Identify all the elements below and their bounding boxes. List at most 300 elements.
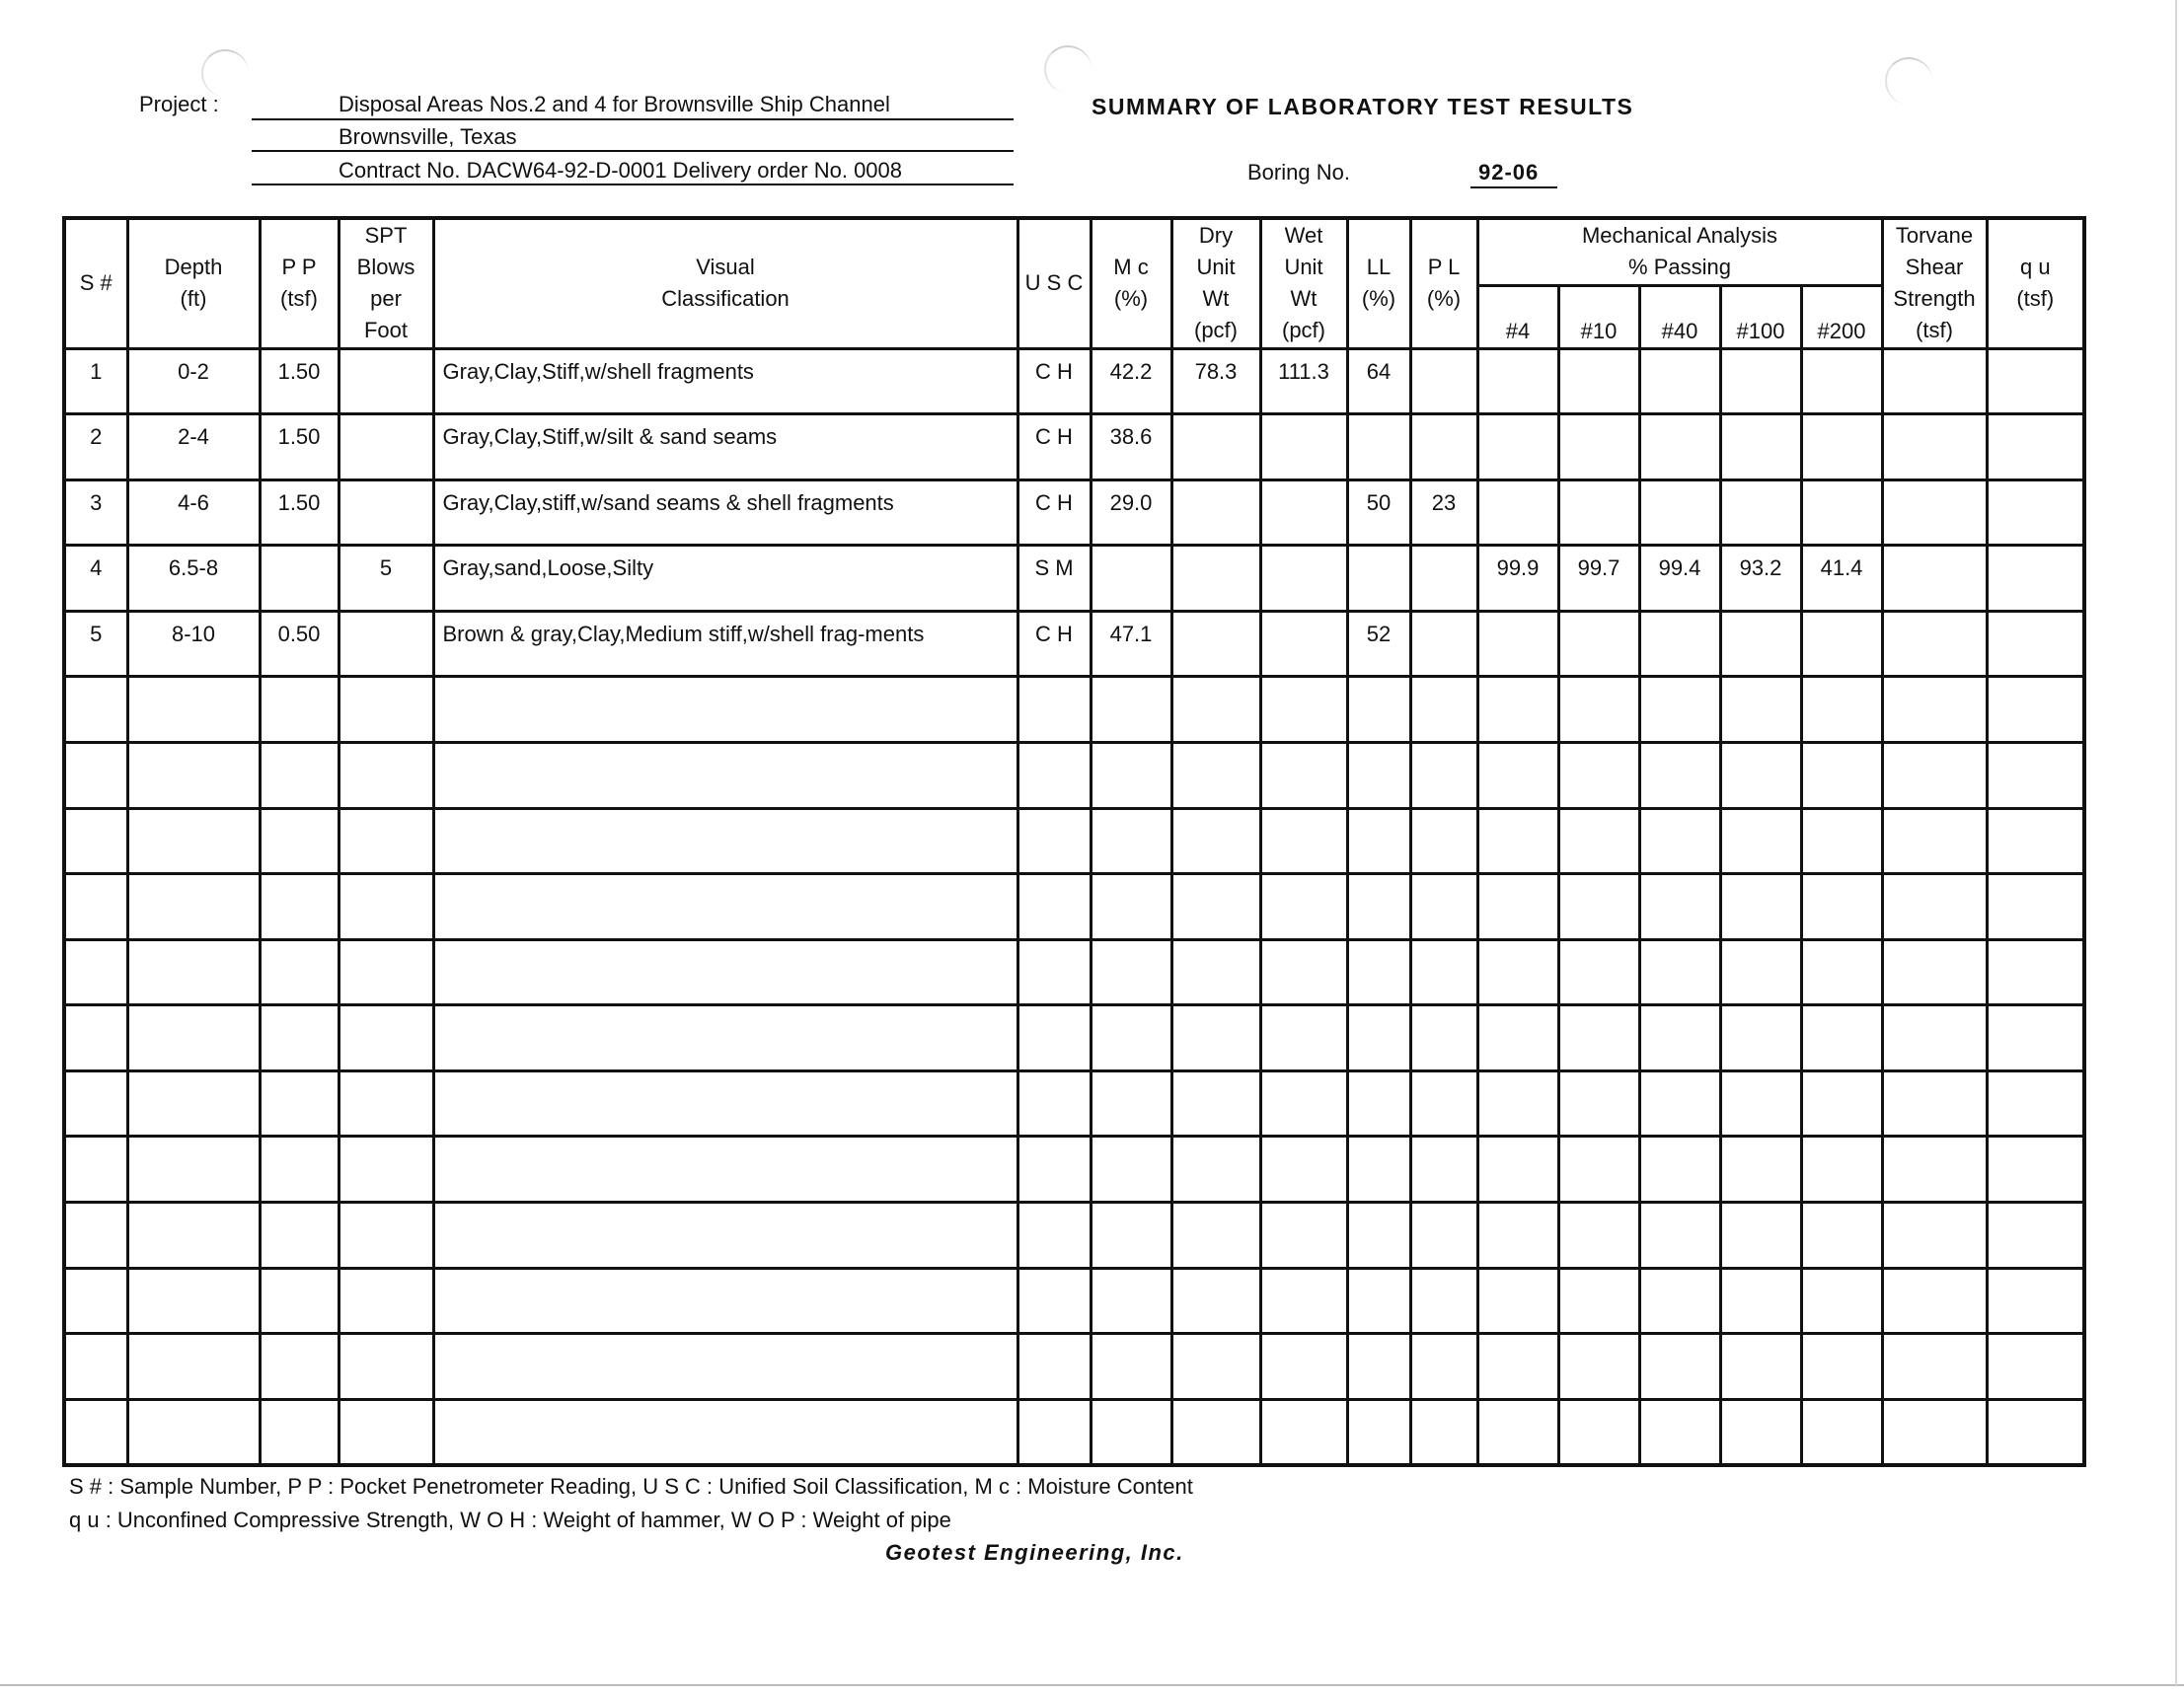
cell-spt: 5 — [339, 546, 433, 612]
cell-cls — [433, 874, 1017, 940]
cell-s4 — [1477, 874, 1558, 940]
cell-wet — [1260, 1137, 1347, 1203]
cell-pl — [1410, 1203, 1477, 1269]
cell-depth: 6.5-8 — [127, 546, 260, 612]
table-row — [64, 348, 2084, 414]
col-mechanical-analysis: Mechanical Analysis % Passing — [1477, 218, 1882, 285]
cell-s4 — [1477, 1005, 1558, 1071]
cell-pl — [1410, 546, 1477, 612]
cell-s4: 99.9 — [1477, 546, 1558, 612]
cell-wet — [1260, 874, 1347, 940]
table-body — [64, 348, 2084, 1465]
cell-wet — [1260, 1334, 1347, 1400]
cell-torvane — [1882, 677, 1987, 743]
cell-spt — [339, 1334, 433, 1400]
cell-qu — [1987, 1203, 2084, 1269]
cell-cls: Gray,Clay,Stiff,w/silt & sand seams — [433, 414, 1017, 480]
cell-pp — [260, 1268, 339, 1334]
table-row — [64, 939, 2084, 1005]
cell-pp — [260, 1137, 339, 1203]
cell-wet — [1260, 611, 1347, 677]
cell-s100 — [1720, 1203, 1801, 1269]
table-row — [64, 1268, 2084, 1334]
project-label: Project : — [139, 92, 219, 116]
cell-s100 — [1720, 414, 1801, 480]
cell-wet — [1260, 1268, 1347, 1334]
cell-usc — [1017, 808, 1091, 874]
cell-spt — [339, 1399, 433, 1465]
col-qu: q u (tsf) — [1987, 218, 2084, 348]
cell-dry — [1171, 414, 1260, 480]
cell-s100 — [1720, 1334, 1801, 1400]
cell-s — [64, 1203, 127, 1269]
cell-s4 — [1477, 1203, 1558, 1269]
cell-spt — [339, 1070, 433, 1137]
cell-torvane — [1882, 742, 1987, 808]
cell-dry — [1171, 611, 1260, 677]
cell-spt — [339, 677, 433, 743]
cell-s200 — [1801, 874, 1882, 940]
cell-mc — [1091, 1070, 1171, 1137]
cell-wet — [1260, 1399, 1347, 1465]
cell-s4 — [1477, 414, 1558, 480]
cell-ll — [1347, 874, 1410, 940]
cell-s — [64, 1334, 127, 1400]
cell-wet — [1260, 1203, 1347, 1269]
cell-qu — [1987, 677, 2084, 743]
cell-depth: 0-2 — [127, 348, 260, 414]
cell-usc: C H — [1017, 348, 1091, 414]
cell-s40 — [1639, 874, 1720, 940]
cell-qu — [1987, 808, 2084, 874]
cell-cls: Brown & gray,Clay,Medium stiff,w/shell frag-ments — [433, 611, 1017, 677]
cell-dry — [1171, 1334, 1260, 1400]
legend-line-2: q u : Unconfined Compressive Strength, W O H : Weight of hammer, W O P : Weight of pipe — [69, 1508, 951, 1532]
cell-ll: 50 — [1347, 479, 1410, 546]
cell-cls: Gray,Clay,Stiff,w/shell fragments — [433, 348, 1017, 414]
project-underline-2 — [252, 150, 1014, 152]
cell-dry — [1171, 1399, 1260, 1465]
cell-spt — [339, 1137, 433, 1203]
col-dry-unit-wt: Dry Unit Wt (pcf) — [1171, 218, 1260, 348]
cell-s100 — [1720, 1268, 1801, 1334]
cell-dry — [1171, 677, 1260, 743]
cell-usc — [1017, 1334, 1091, 1400]
cell-pl — [1410, 1137, 1477, 1203]
table-row — [64, 1137, 2084, 1203]
col-mc: M c (%) — [1091, 218, 1171, 348]
cell-s — [64, 1137, 127, 1203]
cell-cls: Gray,Clay,stiff,w/sand seams & shell fragments — [433, 479, 1017, 546]
cell-usc — [1017, 1137, 1091, 1203]
project-name: Disposal Areas Nos.2 and 4 for Brownsville Ship Channel — [339, 92, 890, 116]
table-row — [64, 479, 2084, 546]
cell-dry — [1171, 479, 1260, 546]
cell-qu — [1987, 939, 2084, 1005]
cell-pp — [260, 808, 339, 874]
cell-cls — [433, 742, 1017, 808]
cell-usc — [1017, 1399, 1091, 1465]
cell-pl — [1410, 1268, 1477, 1334]
col-usc: U S C — [1017, 218, 1091, 348]
cell-pp — [260, 546, 339, 612]
cell-torvane — [1882, 939, 1987, 1005]
cell-cls — [433, 1070, 1017, 1137]
cell-s200 — [1801, 1137, 1882, 1203]
cell-dry — [1171, 1070, 1260, 1137]
cell-qu — [1987, 1334, 2084, 1400]
cell-s4 — [1477, 479, 1558, 546]
cell-ll — [1347, 414, 1410, 480]
cell-pl — [1410, 348, 1477, 414]
cell-mc — [1091, 1203, 1171, 1269]
table-row — [64, 1070, 2084, 1137]
cell-ll — [1347, 808, 1410, 874]
cell-mc — [1091, 874, 1171, 940]
col-sample-number: S # — [64, 218, 127, 348]
cell-usc — [1017, 742, 1091, 808]
cell-s100 — [1720, 479, 1801, 546]
cell-s200 — [1801, 1070, 1882, 1137]
legend-line-1: S # : Sample Number, P P : Pocket Penetrometer Reading, U S C : Unified Soil Classification, M c : Moisture Content — [69, 1474, 1193, 1499]
cell-mc: 29.0 — [1091, 479, 1171, 546]
cell-ll — [1347, 677, 1410, 743]
cell-ll — [1347, 1005, 1410, 1071]
table-row — [64, 874, 2084, 940]
boring-label: Boring No. — [1247, 160, 1350, 184]
cell-mc — [1091, 939, 1171, 1005]
cell-mc — [1091, 546, 1171, 612]
cell-s200 — [1801, 611, 1882, 677]
cell-depth — [127, 1399, 260, 1465]
cell-s100 — [1720, 874, 1801, 940]
cell-s10 — [1558, 677, 1639, 743]
contract-line: Contract No. DACW64-92-D-0001 Delivery order No. 0008 — [339, 158, 903, 183]
cell-qu — [1987, 414, 2084, 480]
cell-pl — [1410, 1334, 1477, 1400]
page-edge-bottom — [0, 1684, 2184, 1686]
cell-spt — [339, 939, 433, 1005]
cell-s40 — [1639, 1334, 1720, 1400]
cell-s40 — [1639, 1137, 1720, 1203]
cell-cls: Gray,sand,Loose,Silty — [433, 546, 1017, 612]
cell-torvane — [1882, 1203, 1987, 1269]
cell-spt — [339, 348, 433, 414]
cell-s100 — [1720, 742, 1801, 808]
cell-s100 — [1720, 939, 1801, 1005]
cell-pl — [1410, 742, 1477, 808]
cell-ll — [1347, 1399, 1410, 1465]
table-row — [64, 414, 2084, 480]
cell-s10 — [1558, 939, 1639, 1005]
cell-s: 3 — [64, 479, 127, 546]
cell-depth — [127, 1137, 260, 1203]
cell-cls — [433, 1137, 1017, 1203]
cell-qu — [1987, 1005, 2084, 1071]
cell-pp — [260, 939, 339, 1005]
cell-ll — [1347, 1070, 1410, 1137]
cell-s — [64, 808, 127, 874]
cell-ll — [1347, 939, 1410, 1005]
cell-torvane — [1882, 414, 1987, 480]
boring-underline — [1470, 186, 1557, 188]
cell-s40 — [1639, 742, 1720, 808]
cell-dry — [1171, 1268, 1260, 1334]
cell-ll — [1347, 1203, 1410, 1269]
cell-s4 — [1477, 1137, 1558, 1203]
cell-s4 — [1477, 808, 1558, 874]
cell-s4 — [1477, 348, 1558, 414]
cell-dry — [1171, 742, 1260, 808]
page-title: SUMMARY OF LABORATORY TEST RESULTS — [1092, 94, 1634, 119]
cell-s4 — [1477, 1399, 1558, 1465]
cell-depth — [127, 1005, 260, 1071]
cell-mc — [1091, 1334, 1171, 1400]
cell-s10 — [1558, 1203, 1639, 1269]
cell-s10 — [1558, 808, 1639, 874]
cell-s100 — [1720, 808, 1801, 874]
cell-ll — [1347, 546, 1410, 612]
col-spt: SPT Blows per Foot — [339, 218, 433, 348]
cell-wet — [1260, 479, 1347, 546]
cell-torvane — [1882, 611, 1987, 677]
table-row — [64, 546, 2084, 612]
cell-depth: 8-10 — [127, 611, 260, 677]
cell-cls — [433, 1399, 1017, 1465]
project-underline-3 — [252, 184, 1014, 185]
cell-s4 — [1477, 1268, 1558, 1334]
cell-depth — [127, 677, 260, 743]
cell-qu — [1987, 1137, 2084, 1203]
cell-s40 — [1639, 1070, 1720, 1137]
cell-dry — [1171, 546, 1260, 612]
cell-wet — [1260, 939, 1347, 1005]
cell-s: 2 — [64, 414, 127, 480]
col-sieve-4: #4 — [1477, 285, 1558, 348]
page-edge-right — [2175, 0, 2177, 1685]
cell-cls — [433, 1268, 1017, 1334]
col-wet-unit-wt: Wet Unit Wt (pcf) — [1260, 218, 1347, 348]
cell-usc: C H — [1017, 414, 1091, 480]
cell-spt — [339, 1203, 433, 1269]
cell-s200 — [1801, 742, 1882, 808]
cell-s40 — [1639, 479, 1720, 546]
cell-torvane — [1882, 348, 1987, 414]
col-depth: Depth (ft) — [127, 218, 260, 348]
punch-hole-left — [201, 49, 249, 97]
cell-s10 — [1558, 1334, 1639, 1400]
cell-s200 — [1801, 939, 1882, 1005]
cell-s4 — [1477, 1070, 1558, 1137]
cell-s10 — [1558, 479, 1639, 546]
cell-s40: 99.4 — [1639, 546, 1720, 612]
cell-cls — [433, 1334, 1017, 1400]
cell-pl — [1410, 1070, 1477, 1137]
cell-cls — [433, 1203, 1017, 1269]
cell-s — [64, 1268, 127, 1334]
cell-s: 5 — [64, 611, 127, 677]
cell-s40 — [1639, 1399, 1720, 1465]
cell-depth — [127, 939, 260, 1005]
cell-depth: 2-4 — [127, 414, 260, 480]
cell-s — [64, 1399, 127, 1465]
cell-s200: 41.4 — [1801, 546, 1882, 612]
cell-wet — [1260, 414, 1347, 480]
cell-s40 — [1639, 414, 1720, 480]
cell-mc: 47.1 — [1091, 611, 1171, 677]
cell-cls — [433, 1005, 1017, 1071]
cell-pl — [1410, 939, 1477, 1005]
cell-qu — [1987, 611, 2084, 677]
cell-cls — [433, 939, 1017, 1005]
cell-usc: C H — [1017, 611, 1091, 677]
cell-s — [64, 939, 127, 1005]
cell-usc: S M — [1017, 546, 1091, 612]
cell-pp — [260, 1203, 339, 1269]
cell-s40 — [1639, 1203, 1720, 1269]
cell-spt — [339, 1268, 433, 1334]
cell-pp — [260, 1334, 339, 1400]
cell-torvane — [1882, 1005, 1987, 1071]
cell-depth — [127, 1268, 260, 1334]
cell-torvane — [1882, 1268, 1987, 1334]
table-row — [64, 677, 2084, 743]
cell-s100 — [1720, 1005, 1801, 1071]
cell-wet — [1260, 677, 1347, 743]
cell-wet — [1260, 1070, 1347, 1137]
cell-s40 — [1639, 348, 1720, 414]
cell-spt — [339, 808, 433, 874]
cell-spt — [339, 611, 433, 677]
cell-ll: 64 — [1347, 348, 1410, 414]
cell-depth — [127, 1070, 260, 1137]
boring-number: 92-06 — [1478, 160, 1540, 184]
cell-mc — [1091, 1137, 1171, 1203]
cell-pl — [1410, 611, 1477, 677]
cell-spt — [339, 414, 433, 480]
table-row — [64, 1203, 2084, 1269]
table-row — [64, 742, 2084, 808]
cell-s10 — [1558, 611, 1639, 677]
cell-mc — [1091, 677, 1171, 743]
company-name: Geotest Engineering, Inc. — [885, 1540, 1184, 1565]
cell-s10 — [1558, 348, 1639, 414]
cell-depth — [127, 874, 260, 940]
cell-s200 — [1801, 1203, 1882, 1269]
cell-pp — [260, 1070, 339, 1137]
cell-usc — [1017, 677, 1091, 743]
col-sieve-10: #10 — [1558, 285, 1639, 348]
cell-wet — [1260, 1005, 1347, 1071]
cell-mc: 38.6 — [1091, 414, 1171, 480]
cell-s100 — [1720, 1137, 1801, 1203]
cell-s10: 99.7 — [1558, 546, 1639, 612]
cell-pl — [1410, 1399, 1477, 1465]
cell-usc — [1017, 874, 1091, 940]
table-row — [64, 611, 2084, 677]
cell-s — [64, 1070, 127, 1137]
cell-s200 — [1801, 1268, 1882, 1334]
cell-pl — [1410, 1005, 1477, 1071]
cell-s100 — [1720, 611, 1801, 677]
cell-depth — [127, 808, 260, 874]
col-ll: LL (%) — [1347, 218, 1410, 348]
cell-wet: 111.3 — [1260, 348, 1347, 414]
table-row — [64, 808, 2084, 874]
cell-qu — [1987, 479, 2084, 546]
table-row — [64, 1334, 2084, 1400]
cell-qu — [1987, 546, 2084, 612]
cell-s40 — [1639, 1268, 1720, 1334]
cell-s40 — [1639, 611, 1720, 677]
cell-cls — [433, 677, 1017, 743]
cell-s10 — [1558, 1399, 1639, 1465]
cell-s200 — [1801, 1399, 1882, 1465]
cell-s10 — [1558, 1268, 1639, 1334]
cell-mc: 42.2 — [1091, 348, 1171, 414]
cell-dry — [1171, 1137, 1260, 1203]
cell-usc: C H — [1017, 479, 1091, 546]
cell-dry: 78.3 — [1171, 348, 1260, 414]
cell-depth — [127, 742, 260, 808]
cell-torvane — [1882, 546, 1987, 612]
cell-torvane — [1882, 1137, 1987, 1203]
cell-usc — [1017, 1005, 1091, 1071]
cell-s200 — [1801, 808, 1882, 874]
col-pl: P L (%) — [1410, 218, 1477, 348]
cell-s10 — [1558, 1005, 1639, 1071]
cell-ll — [1347, 742, 1410, 808]
cell-pp: 0.50 — [260, 611, 339, 677]
cell-pp — [260, 742, 339, 808]
cell-s100 — [1720, 677, 1801, 743]
cell-s: 1 — [64, 348, 127, 414]
cell-s — [64, 677, 127, 743]
cell-qu — [1987, 348, 2084, 414]
cell-pp — [260, 1399, 339, 1465]
cell-s200 — [1801, 677, 1882, 743]
cell-pp — [260, 874, 339, 940]
cell-s10 — [1558, 1137, 1639, 1203]
cell-pp — [260, 677, 339, 743]
project-underline-1 — [252, 118, 1014, 120]
cell-dry — [1171, 1203, 1260, 1269]
cell-s100 — [1720, 1070, 1801, 1137]
cell-s10 — [1558, 414, 1639, 480]
col-sieve-100: #100 — [1720, 285, 1801, 348]
cell-ll — [1347, 1334, 1410, 1400]
cell-qu — [1987, 1268, 2084, 1334]
cell-ll — [1347, 1137, 1410, 1203]
cell-dry — [1171, 1005, 1260, 1071]
cell-qu — [1987, 874, 2084, 940]
cell-torvane — [1882, 874, 1987, 940]
cell-s — [64, 742, 127, 808]
cell-s200 — [1801, 348, 1882, 414]
cell-torvane — [1882, 1399, 1987, 1465]
cell-wet — [1260, 808, 1347, 874]
cell-dry — [1171, 874, 1260, 940]
cell-torvane — [1882, 479, 1987, 546]
col-visual-classification: Visual Classification — [433, 218, 1017, 348]
cell-torvane — [1882, 1334, 1987, 1400]
cell-s4 — [1477, 1334, 1558, 1400]
cell-qu — [1987, 1399, 2084, 1465]
cell-s: 4 — [64, 546, 127, 612]
cell-mc — [1091, 1268, 1171, 1334]
table-row — [64, 1399, 2084, 1465]
cell-s10 — [1558, 1070, 1639, 1137]
